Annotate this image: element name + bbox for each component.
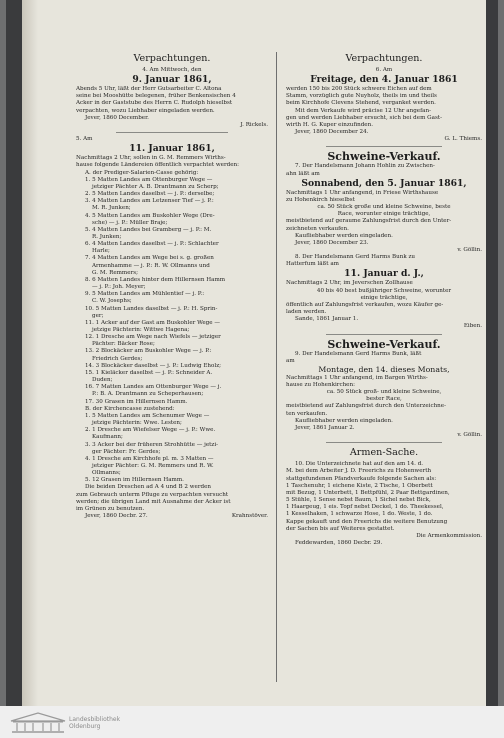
notice-text-line: Duden;: [92, 377, 113, 384]
left-column: [76, 52, 268, 520]
notice-text-line: Feddewarden, 1860 Decbr. 29.: [295, 539, 383, 546]
notice-text-line: P.: B. A. Drantmann zu Scheperhausen;: [92, 391, 204, 398]
notice-text-line: Jever, 1860 December 23.: [295, 239, 369, 246]
notice-text-line: 40 bis 40 best bußjähriger Schweine, worunter: [316, 287, 452, 294]
section-rule: [326, 442, 442, 443]
notice-text-line: Nachmittags 2 Uhr, sollen in G. M. Remmers Wirths-: [76, 155, 226, 162]
notice-text-line: Friedrich Gerdes;: [92, 355, 143, 362]
notice-date-heading: 9. Januar 1861,: [132, 74, 212, 86]
notice-signature: G. L. Thiems.: [444, 136, 482, 143]
notice-text-line: 4. 5 Matten Landes am Buskohler Wege (Dre-: [85, 212, 215, 219]
notice-text-line: 4. Am Mittwoch, den: [142, 67, 202, 73]
notice-text-line: 8. 6 Matten Landes hinter dem Hillernsen Hamm: [85, 276, 226, 283]
notice-date-heading: 11. Januar d. J.,: [344, 268, 424, 280]
notice-date-heading: Montage, den 14. dieses Monats,: [318, 364, 450, 374]
notice-text-line: Armenhamme — j. P.: R. W. Ollmanns und: [92, 262, 210, 269]
notice-text-line: C. W. Josephs;: [92, 298, 132, 305]
notice-signature: v. Göllin.: [457, 246, 482, 253]
notice-text-line: Kaufliebhaber werden eingeladen.: [295, 232, 393, 239]
notice-text-line: werden 150 bis 200 Stück schwere Eichen auf dem: [286, 86, 432, 93]
notice-text-line: 1. 5 Matten Landes am Schenumer Wege —: [85, 412, 210, 419]
notice-text-line: ten verkaufen.: [286, 410, 328, 417]
section-rule: [326, 334, 442, 335]
notice-text-line: am: [286, 357, 295, 364]
notice-text-line: jetziger Pächter A. B. Drantmann zu Scherp;: [92, 183, 219, 190]
column-divider: [276, 52, 277, 682]
notice-text-line: ger;: [92, 312, 104, 319]
right-column: [286, 52, 482, 547]
notice-date: Jever, 1860 Decbr. 27.: [85, 513, 148, 520]
notice-text-line: der Sachen bis auf Weiteres gestattet.: [286, 525, 395, 532]
notice-text-line: 13. 2 Blockäcker am Buskohler Wege — j. P.:: [85, 348, 212, 355]
notice-text-line: ca. 50 Stück groß- und kleine Schweine,: [326, 389, 442, 396]
notice-text-line: meistbietend auf geraume Zahlungsfrist durch den Unter-: [286, 218, 452, 225]
notice-text-line: hause zu Hohenkirchen:: [286, 382, 355, 388]
section-rule: [116, 132, 228, 133]
section-heading: Verpachtungen.: [345, 53, 423, 64]
notice-text-line: Kaufliebhaber werden eingeladen.: [295, 417, 393, 424]
notice-signature: Krahnstöver.: [231, 513, 268, 520]
section-rule: [326, 146, 442, 147]
notice-text-line: meistbietend auf Zahlungsfrist durch den Unterzeichne-: [286, 403, 446, 410]
notice-text-line: ahn läßt am: [286, 170, 320, 177]
notice-text-line: 5. Am: [76, 136, 93, 143]
notice-text-line: 15. 1 Kieläcker daselbst — j. P.: Schneider A.: [85, 369, 213, 376]
notice-text-line: Acker in der Gaststube des Herrn C. Rudolph hieselbst: [76, 100, 233, 107]
notice-text-line: Die beiden Dreschen ad A 4 und B 2 werden: [85, 484, 211, 491]
notice-text-line: 1. 5 Matten Landes am Ottenburger Wege —: [85, 176, 213, 183]
notice-text-line: 10. Die Unterzeichnete hat auf den am 14. d.: [295, 461, 424, 468]
notice-text-line: Nachmittags 1 Uhr anfangend, im Bargen Wirths-: [286, 374, 428, 381]
notice-text-line: bester Race,: [366, 396, 402, 403]
notice-text-line: Jever, 1860 December 24.: [295, 129, 369, 136]
notice-signature: v. Göllin.: [457, 432, 482, 439]
notice-text-line: 5. 12 Grasen im Hillernsen Hamm.: [85, 477, 184, 484]
notice-date-heading: Sonnabend, den 5. Januar 1861,: [301, 177, 467, 189]
notice-text-line: zum Gebrauch unterm Pfluge zu verpachten versucht: [76, 491, 229, 498]
notice-text-line: 7. Der Handelsmann Johann Hohlin zu Zwischen-: [295, 163, 435, 170]
notice-text-line: hause folgende Ländereien öffentlich verpachtet werden:: [76, 162, 240, 169]
notice-text-line: Harle;: [92, 248, 110, 255]
notice-text-line: 4. 1 Dresche am Kirchhofe pl. m. 3 Matten —: [85, 455, 214, 462]
library-name-line2: Oldenburg: [69, 723, 101, 730]
notice-text-line: seine bei Mooshütte belegenen, früher Benkensischen 4: [76, 93, 236, 100]
notice-signature-line: [76, 513, 268, 520]
notice-text-line: jetziger Pächter: G. M. Remmers und R. W.: [92, 462, 214, 469]
notice-text-line: 9. 5 Matten Landes am Mühlentief — j. P.:: [85, 291, 205, 298]
notice-text-line: 5 Stühle, 1 Sense nebst Baum, 1 Sichel nebst Bick,: [286, 497, 431, 504]
notice-date-heading: Freitage, den 4. Januar 1861: [310, 74, 458, 86]
notice-text-line: Sande, 1861 Januar 1.: [295, 316, 359, 323]
notice-text-line: Race, worunter einige trächtige,: [337, 211, 431, 218]
library-name-line1: Landesbibliothek: [69, 716, 121, 723]
notice-text-line: gen und werden Liebhaber ersucht, sich bei dem Gast-: [286, 114, 442, 121]
notice-text-line: 5. 4 Matten Landes bei Gramberg — j. P.: M.: [85, 226, 212, 233]
notice-title: Schweine-Verkauf.: [327, 150, 441, 164]
notice-text-line: 3. 3 Acker bei der früheren Strohhütte — jetzi-: [85, 441, 219, 448]
notice-text-line: 17. 30 Grasen im Hillernsen Hamm.: [85, 398, 188, 405]
notice-text-line: im Grünen zu benutzen.: [76, 505, 145, 512]
notice-text-line: sche) — j. P.: Müller Braje;: [92, 219, 168, 226]
notice-text-line: beim Kirchhofe Clevens Stehend, verganket werden.: [286, 100, 436, 107]
notice-date-heading: 11. Januar 1861,: [129, 143, 215, 155]
notice-text-line: 8. Der Handelsmann Gerd Harms Bunk zu: [295, 254, 416, 261]
notice-text-line: Kappe gekauft und den Freerichs die weitere Benutzung: [286, 518, 448, 525]
notice-text-line: 6. 4 Matten Landes daselbst — j. P.: Schlachter: [85, 241, 219, 248]
notice-text-line: 16. 7 Matten Landes am Ottenburger Wege — j.: [85, 384, 222, 391]
notice-text-line: zu Hohenkirch hieselbst: [286, 196, 355, 203]
notice-text-line: Pächter: Bäcker Rose;: [92, 341, 155, 348]
library-name: [69, 716, 120, 730]
notice-text-line: Jever, 1860 December.: [85, 114, 149, 121]
notice-signature: J. Rickels.: [240, 121, 268, 128]
notice-text-line: öffentlich auf Zahlungsfrist verkaufen, wozu Käufer ge-: [286, 301, 444, 308]
notice-signature: Eiben.: [463, 323, 482, 330]
notice-text-line: 1 Taschenuhr, 1 eichene Kiste, 2 Tische, 1 Oberbett: [286, 482, 433, 489]
notice-text-line: A. der Prediger-Salarien-Casse gehörig:: [85, 169, 199, 176]
notice-text-line: stattgefundenen Pfandverkaufe folgende Sachen als:: [286, 475, 437, 482]
notice-signature: Die Armenkommission.: [416, 532, 482, 539]
notice-text-line: jetzige Pächterin: Wwe. Lesten;: [92, 420, 182, 427]
notice-text-line: G. M. Remmers;: [92, 269, 138, 276]
notice-text-line: wirth H. G. Kuper einzufinden.: [286, 121, 373, 128]
notice-text-line: 3. 4 Matten Landes am Letzenser Tief — j. P.:: [85, 198, 214, 205]
notice-text-line: Nachmittags 2 Uhr, im Jeverschen Zollhause: [286, 280, 413, 287]
notice-text-line: laden werden.: [286, 309, 327, 316]
notice-text-line: 6. Am: [375, 67, 393, 73]
notice-text-line: jetzige Pächterin: Wittwe Hagena;: [92, 327, 190, 333]
notice-text-line: 1 Kesselhaken, 1 schwarze Hose, 1 do. Weste, 1 do.: [286, 511, 433, 518]
notice-text-line: ca. 50 Stück große und kleine Schweine, beste: [317, 204, 451, 211]
library-building-icon: [9, 712, 67, 734]
section-heading: Verpachtungen.: [133, 53, 211, 64]
notice-text-line: M. R. Junken;: [92, 205, 131, 212]
notice-text-line: M. bei dem Arbeiter J. D. Freerichs zu Hohenwerth: [286, 468, 432, 475]
notice-text-line: Hatterfum läßt am: [286, 261, 339, 268]
notice-text-line: Mit dem Verkaufe wird präcise 12 Uhr angefan-: [295, 107, 431, 114]
notice-text-line: R. Junken;: [92, 233, 122, 240]
notice-text-line: 7. 4 Matten Landes am Wege bei s. g. großen: [85, 255, 214, 262]
notice-text-line: ger Pächter: Fr. Gerdes;: [92, 448, 161, 455]
notice-text-line: Stamm, vorzüglich gute Nuyholz, theils im und theils: [286, 93, 437, 100]
notice-text-line: einige trächtige,: [360, 294, 408, 301]
notice-text-line: 12. 1 Dresche am Wege nach Wiefels — jetziger: [85, 334, 221, 341]
notice-text-line: verpachten, wozu Liebhaber eingeladen werden.: [76, 107, 215, 114]
notice-text-line: werden; die übrigen Land mit Ausnahme der Acker ist: [76, 498, 231, 505]
notice-text-line: — j. P.: Joh. Meyer;: [92, 284, 146, 291]
newspaper-page: [22, 0, 486, 706]
notice-text-line: 2. 5 Matten Landes daselbst — j. P.: derselbe;: [85, 191, 215, 198]
notice-text-line: 14. 3 Blockäcker daselbst — j. P.: Ludwig Eholz;: [85, 362, 222, 369]
notice-text-line: zeichneten verkaufen.: [286, 225, 349, 232]
notice-text-line: Jever, 1861 Januar 2.: [295, 424, 355, 431]
notice-text-line: Ollmanns;: [92, 470, 121, 477]
notice-text-line: 11. 1 Acker auf der Gast am Buskohler Wege —: [85, 319, 220, 326]
notice-text-line: 2. 1 Dresche am Wiefelser Wege — j. P.: Wwe.: [85, 427, 216, 434]
notice-text-line: B. der Kirchencasse zustehend:: [85, 405, 175, 412]
notice-text-line: 9. Der Handelsmann Gerd Harms Bunk, läßt: [295, 350, 422, 357]
notice-title: Schweine-Verkauf.: [327, 337, 441, 351]
notice-text-line: mit Bezug, 1 Unterbett, 1 Bettpfühl, 2 Paar Bettgardinen,: [286, 489, 450, 496]
notice-text-line: Abends 5 Uhr, läßt der Herr Gutsarbeiter C. Altona: [76, 86, 222, 93]
notice-text-line: Nachmittags 1 Uhr anfangend, in Friese Wirthshause: [286, 189, 439, 196]
notice-text-line: 10. 5 Matten Landes daselbst — j. P.: H. Sprin-: [85, 305, 218, 312]
section-heading: Armen-Sache.: [349, 447, 419, 459]
notice-text-line: Kaufmann;: [92, 434, 123, 441]
notice-text-line: 1 Haargeug, 1 eis. Topf nebst Deckel, 1 do. Theekessel,: [286, 504, 444, 511]
